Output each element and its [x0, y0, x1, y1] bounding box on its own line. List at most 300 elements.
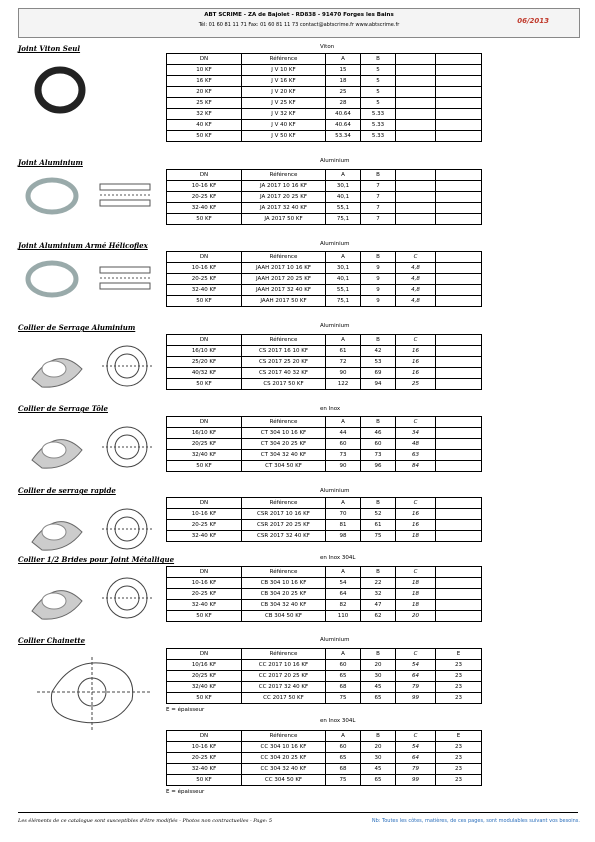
table-cell: 50 KF — [167, 214, 242, 225]
spec-table — [166, 169, 482, 225]
table-cell: 47 — [361, 600, 396, 611]
table-cell: J V 50 KF — [242, 131, 326, 142]
table-cell: 110 — [326, 611, 361, 622]
table-row — [167, 109, 482, 120]
table-row — [167, 509, 482, 520]
table-cell — [436, 509, 482, 520]
table-cell: 81 — [326, 520, 361, 531]
column-header: DN — [167, 170, 242, 181]
table-row — [167, 76, 482, 87]
table-cell — [436, 192, 482, 203]
table-cell: J V 20 KF — [242, 87, 326, 98]
table-cell: JA 2017 10 16 KF — [242, 181, 326, 192]
table-cell — [436, 589, 482, 600]
table-row — [167, 589, 482, 600]
table-row — [167, 439, 482, 450]
table-cell — [436, 379, 482, 390]
table-cell: CSR 2017 32 40 KF — [242, 531, 326, 542]
table-cell: 45 — [361, 682, 396, 693]
table-cell — [436, 76, 482, 87]
table-cell: 32/40 KF — [167, 450, 242, 461]
table-cell: JA 2017 50 KF — [242, 214, 326, 225]
table-cell: 73 — [326, 450, 361, 461]
table-cell: 40 KF — [167, 120, 242, 131]
table-cell: 20/25 KF — [167, 439, 242, 450]
column-header: B — [361, 498, 396, 509]
table-cell: 25 KF — [167, 98, 242, 109]
table-cell: 65 — [361, 775, 396, 786]
column-header: Référence — [242, 417, 326, 428]
table-cell: 20-25 KF — [167, 753, 242, 764]
table-cell: CS 2017 16 10 KF — [242, 346, 326, 357]
table-cell: 7 — [361, 203, 396, 214]
table-cell: 75 — [326, 775, 361, 786]
table-cell — [436, 450, 482, 461]
table-cell: 32-40 KF — [167, 764, 242, 775]
column-header: DN — [167, 567, 242, 578]
table-cell: 23 — [436, 660, 482, 671]
table-cell: 42 — [361, 346, 396, 357]
column-header: C — [396, 567, 436, 578]
table-cell — [436, 65, 482, 76]
section-title: Joint Aluminium — [18, 158, 83, 167]
footer-divider — [18, 812, 578, 813]
table-cell — [396, 76, 436, 87]
table-cell — [396, 109, 436, 120]
spec-table — [166, 251, 482, 307]
table-cell — [436, 274, 482, 285]
table-cell: 5.33 — [361, 131, 396, 142]
table-cell — [436, 87, 482, 98]
table-cell: 61 — [326, 346, 361, 357]
table-row — [167, 753, 482, 764]
table-cell: 20 — [361, 660, 396, 671]
table-cell — [436, 131, 482, 142]
table-cell: 55,1 — [326, 285, 361, 296]
column-header — [436, 54, 482, 65]
table-cell: 20-25 KF — [167, 520, 242, 531]
table-row — [167, 693, 482, 704]
table-header-row — [167, 731, 482, 742]
column-header: A — [326, 54, 361, 65]
table-row — [167, 428, 482, 439]
column-header: B — [361, 252, 396, 263]
table-cell: 22 — [361, 578, 396, 589]
table-cell: 75,1 — [326, 214, 361, 225]
table-cell: 5.33 — [361, 109, 396, 120]
table-row — [167, 520, 482, 531]
table-cell: 50 KF — [167, 379, 242, 390]
section-title: Collier 1/2 Brides pour Joint Métallique — [18, 555, 175, 564]
table-row — [167, 346, 482, 357]
table-cell: 10-16 KF — [167, 578, 242, 589]
table-cell: 30,1 — [326, 181, 361, 192]
table-cell: 50 KF — [167, 611, 242, 622]
table-cell: 23 — [436, 742, 482, 753]
table-cell: CS 2017 25 20 KF — [242, 357, 326, 368]
column-header: Référence — [242, 54, 326, 65]
table-cell: 9 — [361, 296, 396, 307]
table-row — [167, 285, 482, 296]
page-header — [18, 8, 580, 38]
column-header: A — [326, 252, 361, 263]
table-cell: 54 — [396, 660, 436, 671]
table-cell — [436, 611, 482, 622]
spec-table — [166, 334, 482, 390]
table-cell: CC 2017 20 25 KF — [242, 671, 326, 682]
column-header: B — [361, 567, 396, 578]
column-header: A — [326, 649, 361, 660]
table-cell — [436, 357, 482, 368]
column-header: C — [396, 731, 436, 742]
table-cell — [436, 520, 482, 531]
table-cell: 54 — [396, 742, 436, 753]
clamp-photo — [22, 502, 162, 561]
table-cell: 32-40 KF — [167, 285, 242, 296]
table-cell: 5 — [361, 98, 396, 109]
spec-table — [166, 730, 482, 786]
table-cell: 30,1 — [326, 263, 361, 274]
section-material: en Inox — [320, 406, 341, 412]
table-cell: 10-16 KF — [167, 263, 242, 274]
table-row — [167, 379, 482, 390]
column-header: DN — [167, 335, 242, 346]
table-cell: 50 KF — [167, 461, 242, 472]
table-cell: 25 — [396, 379, 436, 390]
table-cell — [396, 181, 436, 192]
table-cell — [436, 531, 482, 542]
section-material: Aluminium — [320, 637, 350, 643]
table-cell: 10-16 KF — [167, 742, 242, 753]
column-header: E — [436, 649, 482, 660]
footer-disclaimer: Les éléments de ce catalogue sont susceptibles d'être modifiés - Photos non contractuelles - Page: 5 — [18, 818, 273, 824]
table-row — [167, 214, 482, 225]
table-cell: 20 — [361, 742, 396, 753]
column-header: DN — [167, 731, 242, 742]
table-cell: 16 — [396, 509, 436, 520]
column-header — [436, 417, 482, 428]
table-cell: 122 — [326, 379, 361, 390]
table-cell: 23 — [436, 671, 482, 682]
table-row — [167, 263, 482, 274]
viton-ring-photo — [22, 60, 92, 124]
table-cell: 18 — [396, 578, 436, 589]
table-cell — [396, 131, 436, 142]
table-cell: 5 — [361, 87, 396, 98]
catalog-date: 06/2013 — [517, 17, 549, 25]
clamp-photo — [22, 339, 162, 398]
table-cell: 99 — [396, 775, 436, 786]
table-cell: 55,1 — [326, 203, 361, 214]
table-cell: CC 2017 50 KF — [242, 693, 326, 704]
column-header: DN — [167, 54, 242, 65]
table-row — [167, 181, 482, 192]
table-row — [167, 611, 482, 622]
table-row — [167, 660, 482, 671]
section-material: Aluminium — [320, 158, 350, 164]
table-row — [167, 65, 482, 76]
table-cell: 20 KF — [167, 87, 242, 98]
column-header — [436, 252, 482, 263]
table-cell — [396, 120, 436, 131]
table-header-row — [167, 54, 482, 65]
column-header — [436, 567, 482, 578]
column-header: B — [361, 731, 396, 742]
table-cell: 9 — [361, 285, 396, 296]
table-cell: 65 — [326, 671, 361, 682]
section-material: en Inox 304L — [320, 718, 356, 724]
table-row — [167, 131, 482, 142]
table-cell: 23 — [436, 682, 482, 693]
table-cell: CC 304 10 16 KF — [242, 742, 326, 753]
table-cell: 16/10 KF — [167, 428, 242, 439]
table-cell: 98 — [326, 531, 361, 542]
table-cell: 48 — [396, 439, 436, 450]
table-note: E = épaisseur — [166, 707, 205, 713]
table-cell — [436, 578, 482, 589]
column-header — [396, 170, 436, 181]
table-cell: 54 — [326, 578, 361, 589]
column-header — [436, 170, 482, 181]
table-cell: J V 40 KF — [242, 120, 326, 131]
table-cell: 79 — [396, 682, 436, 693]
table-cell — [396, 87, 436, 98]
section-material: Aluminium — [320, 488, 350, 494]
table-cell: CS 2017 50 KF — [242, 379, 326, 390]
section-title: Collier de serrage rapide — [18, 486, 116, 495]
table-cell: 18 — [396, 531, 436, 542]
table-row — [167, 775, 482, 786]
column-header: Référence — [242, 335, 326, 346]
section-title: Collier de Serrage Tôle — [18, 404, 108, 413]
table-cell: 32/40 KF — [167, 682, 242, 693]
table-header-row — [167, 252, 482, 263]
column-header: E — [436, 731, 482, 742]
table-cell: 32-40 KF — [167, 531, 242, 542]
table-cell — [396, 214, 436, 225]
table-cell: 46 — [361, 428, 396, 439]
table-cell: 25 — [326, 87, 361, 98]
table-cell: J V 10 KF — [242, 65, 326, 76]
table-cell: CB 304 50 KF — [242, 611, 326, 622]
table-row — [167, 120, 482, 131]
table-cell — [436, 346, 482, 357]
section-title: Joint Viton Seul — [18, 44, 81, 53]
table-cell: 70 — [326, 509, 361, 520]
table-cell: 94 — [361, 379, 396, 390]
column-header: DN — [167, 649, 242, 660]
table-row — [167, 600, 482, 611]
table-cell: 28 — [326, 98, 361, 109]
column-header: B — [361, 335, 396, 346]
table-cell: CC 304 32 40 KF — [242, 764, 326, 775]
table-cell: JA 2017 32 40 KF — [242, 203, 326, 214]
table-row — [167, 98, 482, 109]
table-cell: 32 — [361, 589, 396, 600]
table-cell: 50 KF — [167, 775, 242, 786]
table-cell: CC 304 50 KF — [242, 775, 326, 786]
column-header: A — [326, 170, 361, 181]
table-cell: 64 — [326, 589, 361, 600]
table-cell: 16 — [396, 520, 436, 531]
section-material: Viton — [320, 44, 335, 50]
section-material: en Inox 304L — [320, 555, 356, 561]
column-header: Référence — [242, 567, 326, 578]
table-row — [167, 578, 482, 589]
table-cell: CT 304 32 40 KF — [242, 450, 326, 461]
table-cell: 65 — [361, 693, 396, 704]
table-cell: 4,8 — [396, 285, 436, 296]
table-header-row — [167, 170, 482, 181]
column-header: A — [326, 417, 361, 428]
table-cell: 79 — [396, 764, 436, 775]
table-cell: 62 — [361, 611, 396, 622]
spec-table — [166, 416, 482, 472]
column-header: Référence — [242, 498, 326, 509]
company-contact: Tél: 01 60 81 11 71 Fax: 01 60 81 11 73 contact@abtscrime.fr www.abtscrime.fr — [198, 22, 400, 28]
table-cell: 40,1 — [326, 192, 361, 203]
table-cell: 30 — [361, 671, 396, 682]
column-header: B — [361, 54, 396, 65]
table-cell: 64 — [396, 671, 436, 682]
table-cell: 64 — [396, 753, 436, 764]
table-cell: 84 — [396, 461, 436, 472]
table-cell: 44 — [326, 428, 361, 439]
table-cell: 60 — [326, 742, 361, 753]
table-cell: 20-25 KF — [167, 274, 242, 285]
spec-table — [166, 497, 482, 542]
table-header-row — [167, 649, 482, 660]
table-cell: CB 304 10 16 KF — [242, 578, 326, 589]
spec-table — [166, 566, 482, 622]
column-header: B — [361, 417, 396, 428]
table-cell: 60 — [326, 439, 361, 450]
table-cell: CC 2017 32 40 KF — [242, 682, 326, 693]
table-cell — [396, 98, 436, 109]
table-cell — [436, 285, 482, 296]
table-note: E = épaisseur — [166, 789, 205, 795]
column-header — [436, 498, 482, 509]
table-cell: 32 KF — [167, 109, 242, 120]
table-row — [167, 87, 482, 98]
table-cell: 4,8 — [396, 263, 436, 274]
table-cell: 75 — [361, 531, 396, 542]
table-cell: CSR 2017 20 25 KF — [242, 520, 326, 531]
column-header: Référence — [242, 252, 326, 263]
table-cell: 25/20 KF — [167, 357, 242, 368]
table-header-row — [167, 335, 482, 346]
table-cell: 23 — [436, 775, 482, 786]
table-cell: CT 304 20 25 KF — [242, 439, 326, 450]
table-cell: 5 — [361, 65, 396, 76]
table-cell: J V 16 KF — [242, 76, 326, 87]
section-material: Aluminium — [320, 323, 350, 329]
section-title: Collier de Serrage Aluminium — [18, 323, 136, 332]
table-row — [167, 203, 482, 214]
table-cell: 40,1 — [326, 274, 361, 285]
column-header: C — [396, 335, 436, 346]
table-cell: 18 — [326, 76, 361, 87]
table-cell: 4,8 — [396, 274, 436, 285]
table-cell — [436, 428, 482, 439]
table-cell: JAAH 2017 20 25 KF — [242, 274, 326, 285]
column-header: C — [396, 498, 436, 509]
table-cell: 68 — [326, 682, 361, 693]
column-header: B — [361, 649, 396, 660]
table-cell: 68 — [326, 764, 361, 775]
table-cell: 34 — [396, 428, 436, 439]
table-cell — [436, 109, 482, 120]
table-cell: 18 — [396, 589, 436, 600]
table-cell: 50 KF — [167, 296, 242, 307]
table-cell: 20-25 KF — [167, 192, 242, 203]
table-row — [167, 461, 482, 472]
table-cell: 61 — [361, 520, 396, 531]
table-cell: 53.34 — [326, 131, 361, 142]
table-header-row — [167, 498, 482, 509]
table-cell: 16 — [396, 346, 436, 357]
table-cell: 10-16 KF — [167, 509, 242, 520]
spec-table — [166, 648, 482, 704]
table-cell: 69 — [361, 368, 396, 379]
table-row — [167, 357, 482, 368]
table-row — [167, 682, 482, 693]
table-cell: 40.64 — [326, 109, 361, 120]
aluminium-seal-photo — [22, 174, 162, 223]
column-header: A — [326, 498, 361, 509]
table-cell: 5.33 — [361, 120, 396, 131]
column-header: Référence — [242, 731, 326, 742]
table-cell — [396, 192, 436, 203]
table-cell: 15 — [326, 65, 361, 76]
table-cell: 23 — [436, 693, 482, 704]
table-cell: 10/16 KF — [167, 660, 242, 671]
table-cell: 82 — [326, 600, 361, 611]
table-cell: 60 — [326, 660, 361, 671]
table-cell: 7 — [361, 214, 396, 225]
table-cell: 60 — [361, 439, 396, 450]
table-cell — [436, 120, 482, 131]
table-cell: 9 — [361, 263, 396, 274]
column-header — [436, 335, 482, 346]
table-header-row — [167, 417, 482, 428]
table-cell: 30 — [361, 753, 396, 764]
table-cell: 20/25 KF — [167, 671, 242, 682]
column-header: A — [326, 731, 361, 742]
column-header: C — [396, 649, 436, 660]
table-cell: 4,8 — [396, 296, 436, 307]
table-cell: 7 — [361, 192, 396, 203]
table-cell: 32-40 KF — [167, 600, 242, 611]
section-title: Joint Aluminium Armé Hélicoflex — [18, 241, 148, 250]
table-row — [167, 531, 482, 542]
table-row — [167, 274, 482, 285]
table-cell: CT 304 50 KF — [242, 461, 326, 472]
table-cell: 52 — [361, 509, 396, 520]
table-cell — [396, 65, 436, 76]
column-header: Référence — [242, 649, 326, 660]
table-cell: CS 2017 40 32 KF — [242, 368, 326, 379]
section-material: Aluminium — [320, 241, 350, 247]
table-cell — [436, 439, 482, 450]
table-cell — [436, 181, 482, 192]
table-cell: J V 32 KF — [242, 109, 326, 120]
table-cell: 7 — [361, 181, 396, 192]
chain-clamp-drawing — [22, 652, 162, 736]
table-cell — [436, 600, 482, 611]
table-cell: 73 — [361, 450, 396, 461]
table-cell: CSR 2017 10 16 KF — [242, 509, 326, 520]
